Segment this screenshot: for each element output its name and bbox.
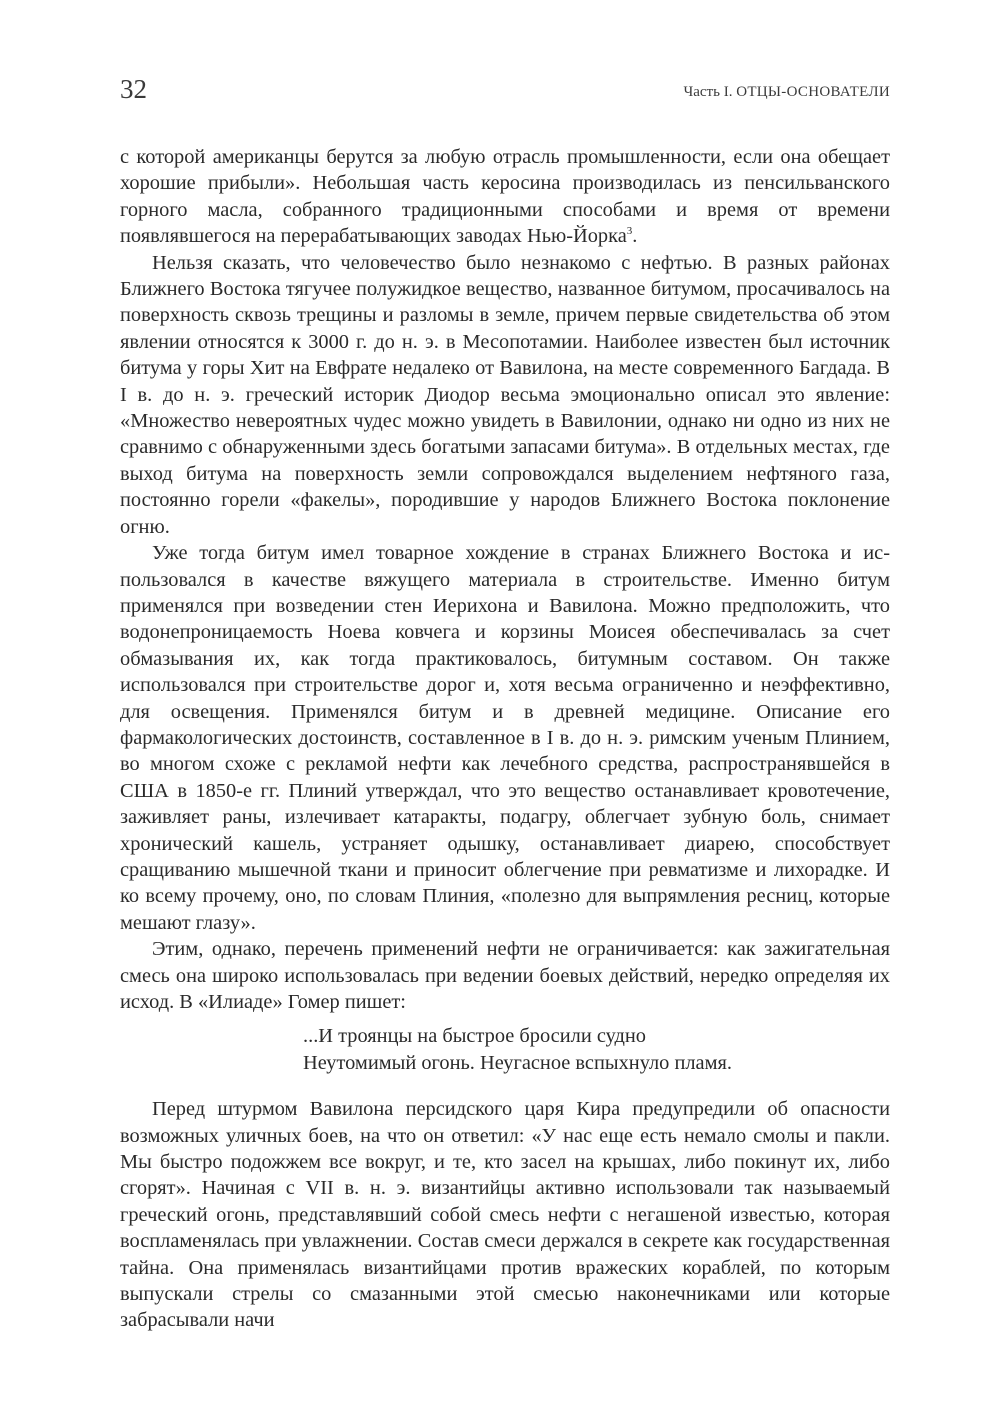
footnote-ref[interactable]: 3 [626, 225, 633, 238]
paragraph: Нельзя сказать, что человечество было незнакомо с нефтью. В разных районах Ближнего Востока тягучее полужидкое вещество, названное битумом, просачивалось на поверхность сквозь трещины и разломы в земле, причем первые свидетельства об этом явлении относятся к 3000 г. до н. э. в Месопотамии. Наиболее известен был источник битума у горы Хит на Евфрате недалеко от Вавилона, на месте современного Багдада. В I в. до н. э. греческий историк Диодор весьма эмоционально описал это явление: «Множество невероятных чудес можно увидеть в Вавилонии, однако ни одно из них не сравнимо с обнаруженными здесь богатыми запасами битума». В отдельных местах, где выход битума на поверхность земли сопровождался выделением нефтяного газа, постоянно горели «факелы», породившие у народов Ближнего Востока поклонение огню. [120, 251, 890, 538]
running-head [683, 82, 890, 102]
verse-quote [303, 1023, 890, 1076]
verse-line: Неутомимый огонь. Неугасное вспыхнуло пламя. [303, 1051, 732, 1074]
paragraph [120, 144, 890, 250]
paragraph: Уже тогда битум имел товарное хождение в странах Ближнего Востока и использовался в качестве вяжущего материала в строительстве. Именно битум применялся при возведении стен Иерихона и Вавилона. Можно предположить, что водонепроницаемость Ноева ковчега и корзины Моисея обеспечивалась за счет обмазывания их, как тогда практиковалось, битумным составом. Он также использовался при строительстве дорог и, хотя весьма ограниченно и неэффективно, для освещения. Применялся битум и в древней медицине. Описание его фармакологических достоинств, составленное в I в. до н. э. римским ученым Плинием, во многом схоже с рекламой нефти как лечебного средства, распространявшейся в США в 1850-е гг. Плиний утверждал, что это вещество останавливает кровотечение, заживляет раны, излечивает катаракты, подагру, облегчает зубную боль, снимает хронический кашель, устраняет одышку, останавливает диарею, способствует сращиванию мышечной ткани и приносит облегчение при ревматизме и лихорадке. И ко всему прочему, оно, по словам Плиния, «полезно для выпрямления ресниц, которые мешают глазу». [120, 542, 890, 934]
verse-line: ...И троянцы на быстрое бросили судно [303, 1025, 647, 1048]
paragraph: Перед штурмом Вавилона персидского царя Кира предупредили об опасности возможных уличных боев, на что он ответил: «У нас еще есть немало смолы и пакли. Мы быстро подожжем все вокруг, и те, кто засел на крышах, либо покинут их, либо сгорят». Начиная с VII в. н. э. византийцы активно использовали так называемый греческий огонь, представлявший собой смесь нефти с негашеной известью, которая воспламенялась при увлажнении. Состав смеси держался в секрете как государственная тайна. Она применялась византийцами против вражеских кораблей, по которым выпускали стрелы со смазанными этой смесью наконечниками или которые забрасывали начи [120, 1098, 890, 1332]
body-text [120, 144, 890, 1334]
paragraph: Этим, однако, перечень применений нефти не ограничивается: как зажигательная смесь она широко использовалась при ведении боевых действий, нередко определяя их исход. В «Илиаде» Гомер пишет: [120, 938, 890, 1013]
part-label: Часть I. [683, 84, 733, 100]
paragraph-text: с которой американцы берутся за любую отрасль промышленности, если она обещает хорошие прибыли». Небольшая часть керосина производилась из пенсильванского горного масла, собранного традиционными способами и время от времени появлявшегося на перерабатывающих заводах Нью-Йорка [120, 146, 890, 248]
paragraph-text-end: . [632, 225, 638, 248]
page-header [120, 72, 890, 112]
part-title: ОТЦЫ-ОСНОВАТЕЛИ [736, 84, 890, 100]
page-number: 32 [120, 74, 147, 104]
